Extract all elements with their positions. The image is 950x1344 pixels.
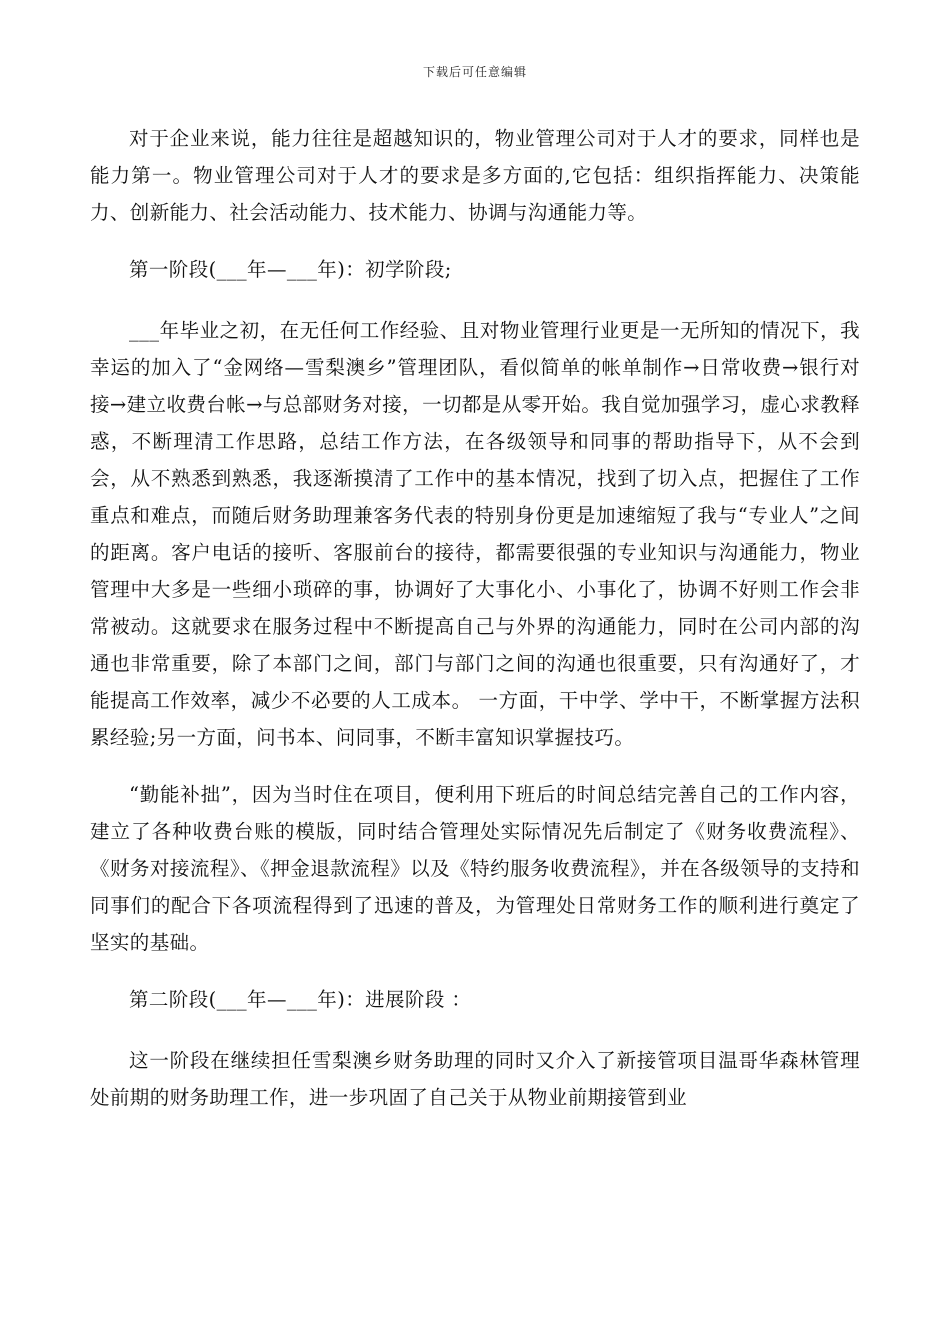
paragraph-stage-two-body: 这一阶段在继续担任雪梨澳乡财务助理的同时又介入了新接管项目温哥华森林管理处前期的财务助理工作，进一步巩固了自己关于从物业前期接管到业 <box>90 1049 860 1109</box>
paragraph-intro: 对于企业来说，能力往往是超越知识的，物业管理公司对于人才的要求，同样也是能力第一。物业管理公司对于人才的要求是多方面的,它包括：组织指挥能力、决策能力、创新能力、社会活动能力、技术能力、协调与沟通能力等。 <box>90 127 860 224</box>
page-header: 下载后可任意编辑 <box>422 65 527 79</box>
section-heading-stage-two: 第二阶段(___年—___年)：进展阶段 ： <box>129 988 472 1011</box>
paragraph-stage-one-body: ___年毕业之初，在无任何工作经验、且对物业管理行业更是一无所知的情况下，我幸运的加入了“金网络—雪梨澳乡”管理团队，看似简单的帐单制作→日常收费→银行对接→建立收费台帐→与总部财务对接，一切都是从零开始。我自觉加强学习，虚心求教释惑，不断理清工作思路，总结工作方法，在各级领导和同事的帮助指导下，从不会到会，从不熟悉到熟悉，我逐渐摸清了工作中的基本情况，找到了切入点，把握住了工作重点和难点，而随后财务助理兼客务代表的特别身份更是加速缩短了我与“专业人”之间的距离。客户电话的接听、客服前台的接待，都需要很强的专业知识与沟通能力，物业管理中大多是一些细小琐碎的事，协调好了大事化小、小事化了，协调不好则工作会非常被动。这就要求在服务过程中不断提高自己与外界的沟通能力，同时在公司内部的沟通也非常重要，除了本部门之间，部门与部门之间的沟通也很重要，只有沟通好了，才能提高工作效率，减少不必要的人工成本。 一方面，干中学、学中干，不断掌握方法积累经验;另一方面，问书本、问同事，不断丰富知识掌握技巧。 <box>90 319 860 749</box>
document-body <box>90 120 860 1136</box>
section-heading-stage-one: 第一阶段(___年—___年)：初学阶段; <box>129 258 452 281</box>
paragraph-diligence: “勤能补拙”，因为当时住在项目，便利用下班后的时间总结完善自己的工作内容，建立了各种收费台账的模版，同时结合管理处实际情况先后制定了《财务收费流程》、《财务对接流程》、《押金退款流程》以及《特约服务收费流程》，并在各级领导的支持和同事们的配合下各项流程得到了迅速的普及，为管理处日常财务工作的顺利进行奠定了坚实的基础。 <box>90 783 860 954</box>
